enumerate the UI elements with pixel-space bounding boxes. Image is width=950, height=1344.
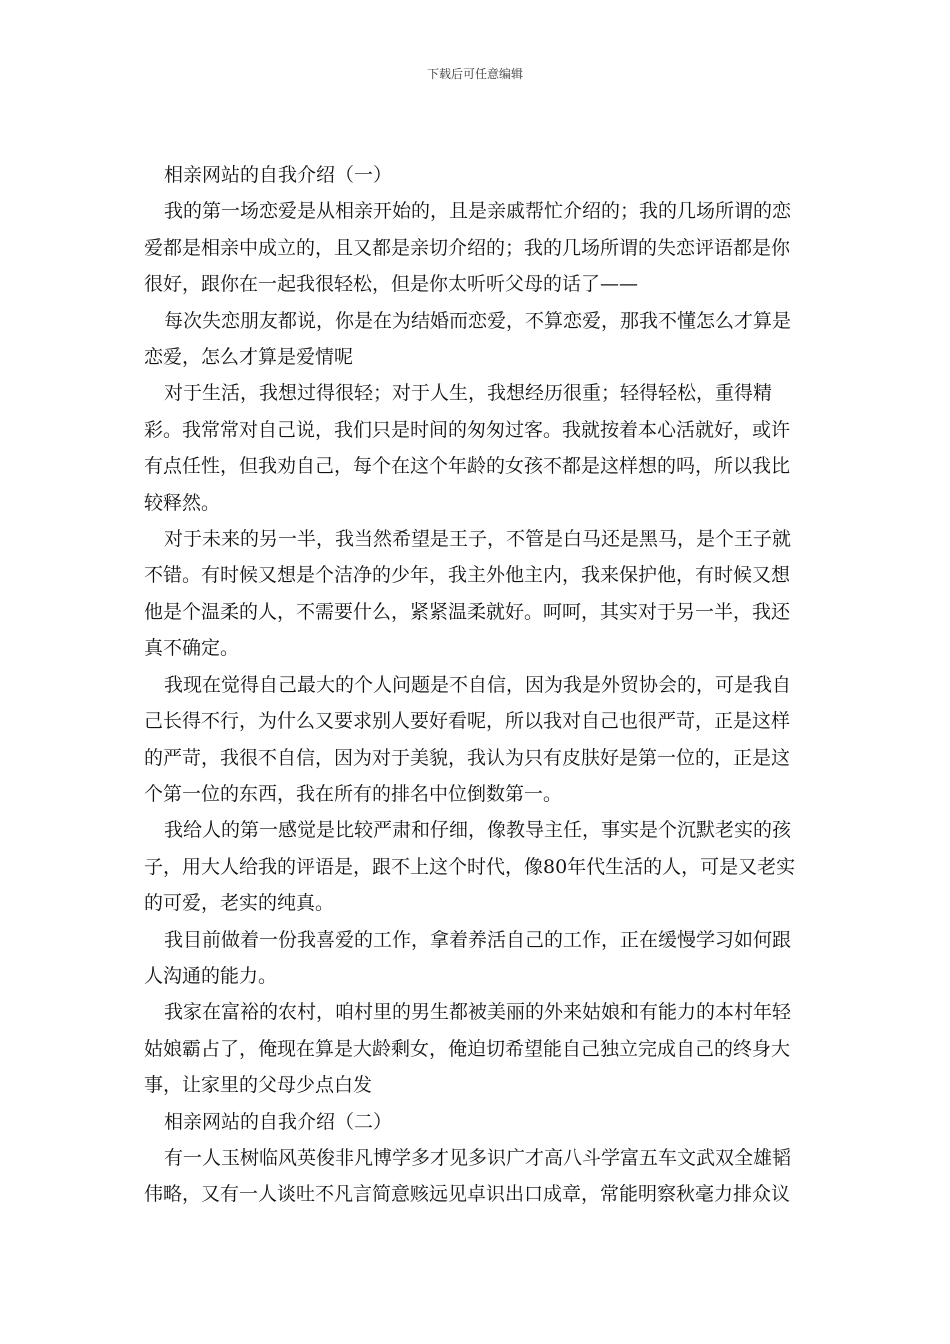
paragraph: 对于生活，我想过得很轻；对于人生，我想经历很重；轻得轻松，重得精彩。我常常对自己说，我们只是时间的匆匆过客。我就按着本心活就好，或许有点任性，但我劝自己，每个在这个年龄的女孩不都是这样想的吗，所以我比较释然。 xyxy=(144,382,791,514)
paragraph: 每次失恋朋友都说，你是在为结婚而恋爱，不算恋爱，那我不懂怎么才算是恋爱，怎么才算是爱情呢 xyxy=(144,309,791,369)
paragraph: 我现在觉得自己最大的个人问题是不自信，因为我是外贸协会的，可是我自己长得不行，为什么又要求别人要好看呢，所以我对自己也很严苛，正是这样的严苛，我很不自信，因为对于美貌，我认为只有皮肤好是第一位的，正是这个第一位的东西，我在所有的排名中位倒数第一。 xyxy=(144,673,791,805)
paragraph: 对于未来的另一半，我当然希望是王子，不管是白马还是黑马，是个王子就不错。有时候又想是个洁净的少年，我主外他主内，我来保护他，有时候又想他是个温柔的人，不需要什么，紧紧温柔就好。呵呵，其实对于另一半，我还真不确定。 xyxy=(144,528,791,660)
paragraph: 我给人的第一感觉是比较严肃和仔细，像教导主任，事实是个沉默老实的孩子，用大人给我的评语是，跟不上这个时代，像80年代生活的人，可是又老实的可爱，老实的纯真。 xyxy=(144,819,796,915)
header-note: 下载后可任意编辑 xyxy=(426,67,523,81)
paragraph: 有一人玉树临风英俊非凡博学多才见多识广才高八斗学富五车文武双全雄韬伟略，又有一人谈吐不凡言简意赅远见卓识出口成章，常能明察秋毫力排众议 xyxy=(144,1146,791,1206)
section-heading: 相亲网站的自我介绍（二） xyxy=(163,1110,392,1133)
paragraph: 我目前做着一份我喜爱的工作，拿着养活自己的工作，正在缓慢学习如何跟人沟通的能力。 xyxy=(144,928,791,987)
section-heading: 相亲网站的自我介绍（一） xyxy=(163,164,392,186)
paragraph: 我的第一场恋爱是从相亲开始的，且是亲戚帮忙介绍的；我的几场所谓的恋爱都是相亲中成立的，且又都是亲切介绍的；我的几场所谓的失恋评语都是你很好，跟你在一起我很轻松，但是你太听听父母的话了—— xyxy=(144,200,791,296)
paragraph: 我家在富裕的农村，咱村里的男生都被美丽的外来姑娘和有能力的本村年轻姑娘霸占了，俺现在算是大龄剩女，俺迫切希望能自己独立完成自己的终身大事，让家里的父母少点白发 xyxy=(144,1001,791,1097)
document-body xyxy=(144,157,808,1213)
